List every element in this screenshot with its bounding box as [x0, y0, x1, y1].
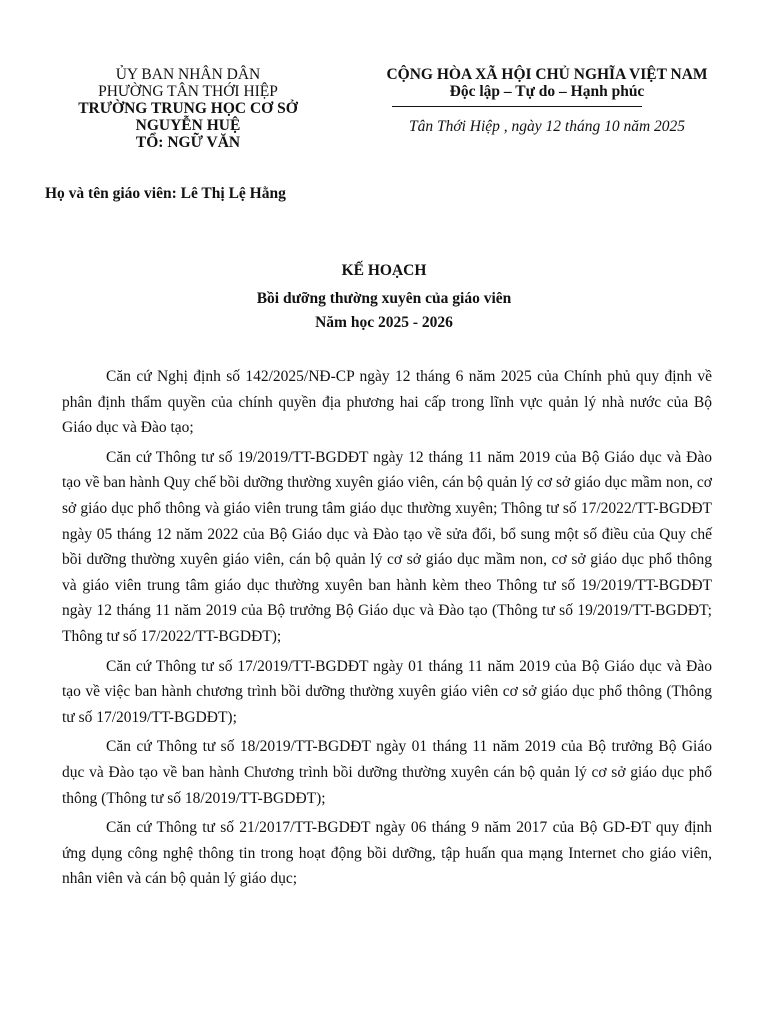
place-and-date: Tân Thới Hiệp , ngày 12 tháng 10 năm 2025 [408, 118, 686, 135]
legal-basis-paragraph: Căn cứ Nghị định số 142/2025/NĐ-CP ngày 12 tháng 6 năm 2025 của Chính phủ quy định về phân định thẩm quyền của chính quyền địa phương hai cấp trong lĩnh vực quản lý nhà nước của Bộ Giáo dục và Đào tạo; [62, 368, 712, 437]
school-year: Năm học 2025 - 2026 [315, 314, 453, 331]
motto-underline [392, 106, 642, 107]
agency-line-2: PHƯỜNG TÂN THỚI HIỆP [98, 83, 278, 100]
document-subtitle: Bồi dưỡng thường xuyên của giáo viên [256, 290, 512, 307]
country-name: CỘNG HÒA XÃ HỘI CHỦ NGHĨA VIỆT NAM [386, 66, 708, 83]
agency-line-1: ỦY BAN NHÂN DÂN [115, 66, 261, 83]
document-title: KẾ HOẠCH [341, 262, 427, 279]
teacher-name-line: Họ và tên giáo viên: Lê Thị Lệ Hằng [45, 185, 286, 202]
school-name-line-2: NGUYỄN HUỆ [135, 117, 241, 134]
legal-basis-paragraph: Căn cứ Thông tư số 21/2017/TT-BGDĐT ngày 06 tháng 9 năm 2017 của Bộ GD-ĐT quy định ứng dụng công nghệ thông tin trong hoạt động bồi dưỡng, tập huấn qua mạng Internet cho giáo viên, nhân viên và cán bộ quản lý giáo dục; [62, 819, 712, 888]
legal-basis-paragraph: Căn cứ Thông tư số 19/2019/TT-BGDĐT ngày 12 tháng 11 năm 2019 của Bộ Giáo dục và Đào tạo về ban hành Quy chế bồi dưỡng thường xuyên giáo viên, cán bộ quản lý cơ sở giáo dục mầm non, cơ sở giáo dục phổ thông và giáo viên trung tâm giáo dục thường xuyên; Thông tư số 17/2022/TT-BGDĐT ngày 05 tháng 12 năm 2022 của Bộ Giáo dục và Đào tạo về sửa đổi, bổ sung một số điều của Quy chế bồi dưỡng thường xuyên giáo viên, cán bộ quản lý cơ sở giáo dục mầm non, cơ sở giáo dục phổ thông và giáo viên trung tâm giáo dục thường xuyên ban hành kèm theo Thông tư số 19/2019/TT-BGDĐT ngày 12 tháng 11 năm 2019 của Bộ trưởng Bộ Giáo dục và Đào tạo (Thông tư số 19/2019/TT-BGDĐT; Thông tư số 17/2022/TT-BGDĐT); [62, 448, 712, 645]
document-title-block [0, 262, 768, 338]
national-motto: Độc lập – Tự do – Hạnh phúc [449, 83, 645, 100]
national-header-block [362, 66, 732, 100]
department-name: TỔ: NGỮ VĂN [135, 134, 241, 151]
school-name-line-1: TRƯỜNG TRUNG HỌC CƠ SỞ [78, 100, 298, 117]
legal-basis-paragraph: Căn cứ Thông tư số 18/2019/TT-BGDĐT ngày 01 tháng 11 năm 2019 của Bộ trưởng Bộ Giáo dục và Đào tạo về ban hành Chương trình bồi dưỡng thường xuyên cán bộ quản lý cơ sở giáo dục phổ thông (Thông tư số 18/2019/TT-BGDĐT); [62, 738, 712, 807]
document-body [62, 364, 712, 896]
issuing-authority-block [62, 66, 314, 151]
legal-basis-paragraph: Căn cứ Thông tư số 17/2019/TT-BGDĐT ngày 01 tháng 11 năm 2019 của Bộ Giáo dục và Đào tạo về việc ban hành chương trình bồi dưỡng thường xuyên giáo viên cơ sở giáo dục phổ thông (Thông tư số 17/2019/TT-BGDĐT); [62, 657, 712, 726]
